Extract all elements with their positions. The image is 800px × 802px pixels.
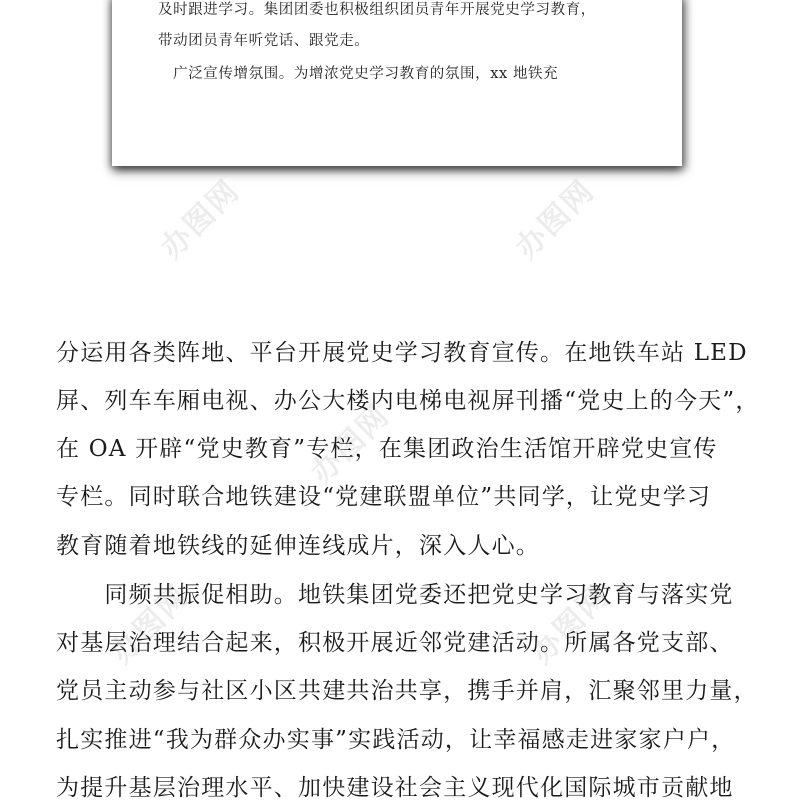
watermark: 办图网 — [154, 173, 247, 266]
watermark: 办图网 — [104, 578, 197, 671]
body-paragraph-line: 为提升基层治理水平、加快建设社会主义现代化国际城市贡献地 — [56, 775, 734, 801]
card-line: 及时跟进学习。集团团委也积极组织团员青年开展党史学习教育， — [158, 2, 596, 18]
body-paragraph-line: 专栏。同时联合地铁建设“党建联盟单位”共同学，让党史学习 — [56, 484, 712, 510]
card-line: 广泛宣传增氛围。为增浓党史学习教育的氛围，xx 地铁充 — [158, 66, 559, 82]
watermark: 办图网 — [509, 173, 602, 266]
card-line: 带动团员青年听党话、跟党走。 — [158, 33, 370, 49]
watermark: 办图网 — [304, 398, 397, 491]
document-card — [112, 0, 682, 166]
watermark: 办图网 — [524, 578, 617, 671]
body-paragraph-line: 同频共振促相助。地铁集团党委还把党史学习教育与落实党 — [56, 582, 734, 608]
body-paragraph-line: 屏、列车车厢电视、办公大楼内电梯电视屏刊播“党史上的今天”， — [56, 388, 760, 414]
body-paragraph-line: 教育随着地铁线的延伸连线成片，深入人心。 — [56, 533, 540, 559]
body-paragraph-line: 对基层治理结合起来，积极开展近邻党建活动。所属各党支部、 — [56, 630, 734, 656]
body-paragraph-line: 分运用各类阵地、平台开展党史学习教育宣传。在地铁车站 LED — [56, 340, 748, 366]
body-paragraph-line: 扎实推进“我为群众办实事”实践活动，让幸福感走进家家户户， — [56, 727, 736, 753]
body-paragraph-line: 在 OA 开辟“党史教育”专栏，在集团政治生活馆开辟党史宣传 — [56, 436, 718, 462]
body-paragraph-line: 党员主动参与社区小区共建共治共享，携手并肩，汇聚邻里力量， — [56, 678, 758, 704]
